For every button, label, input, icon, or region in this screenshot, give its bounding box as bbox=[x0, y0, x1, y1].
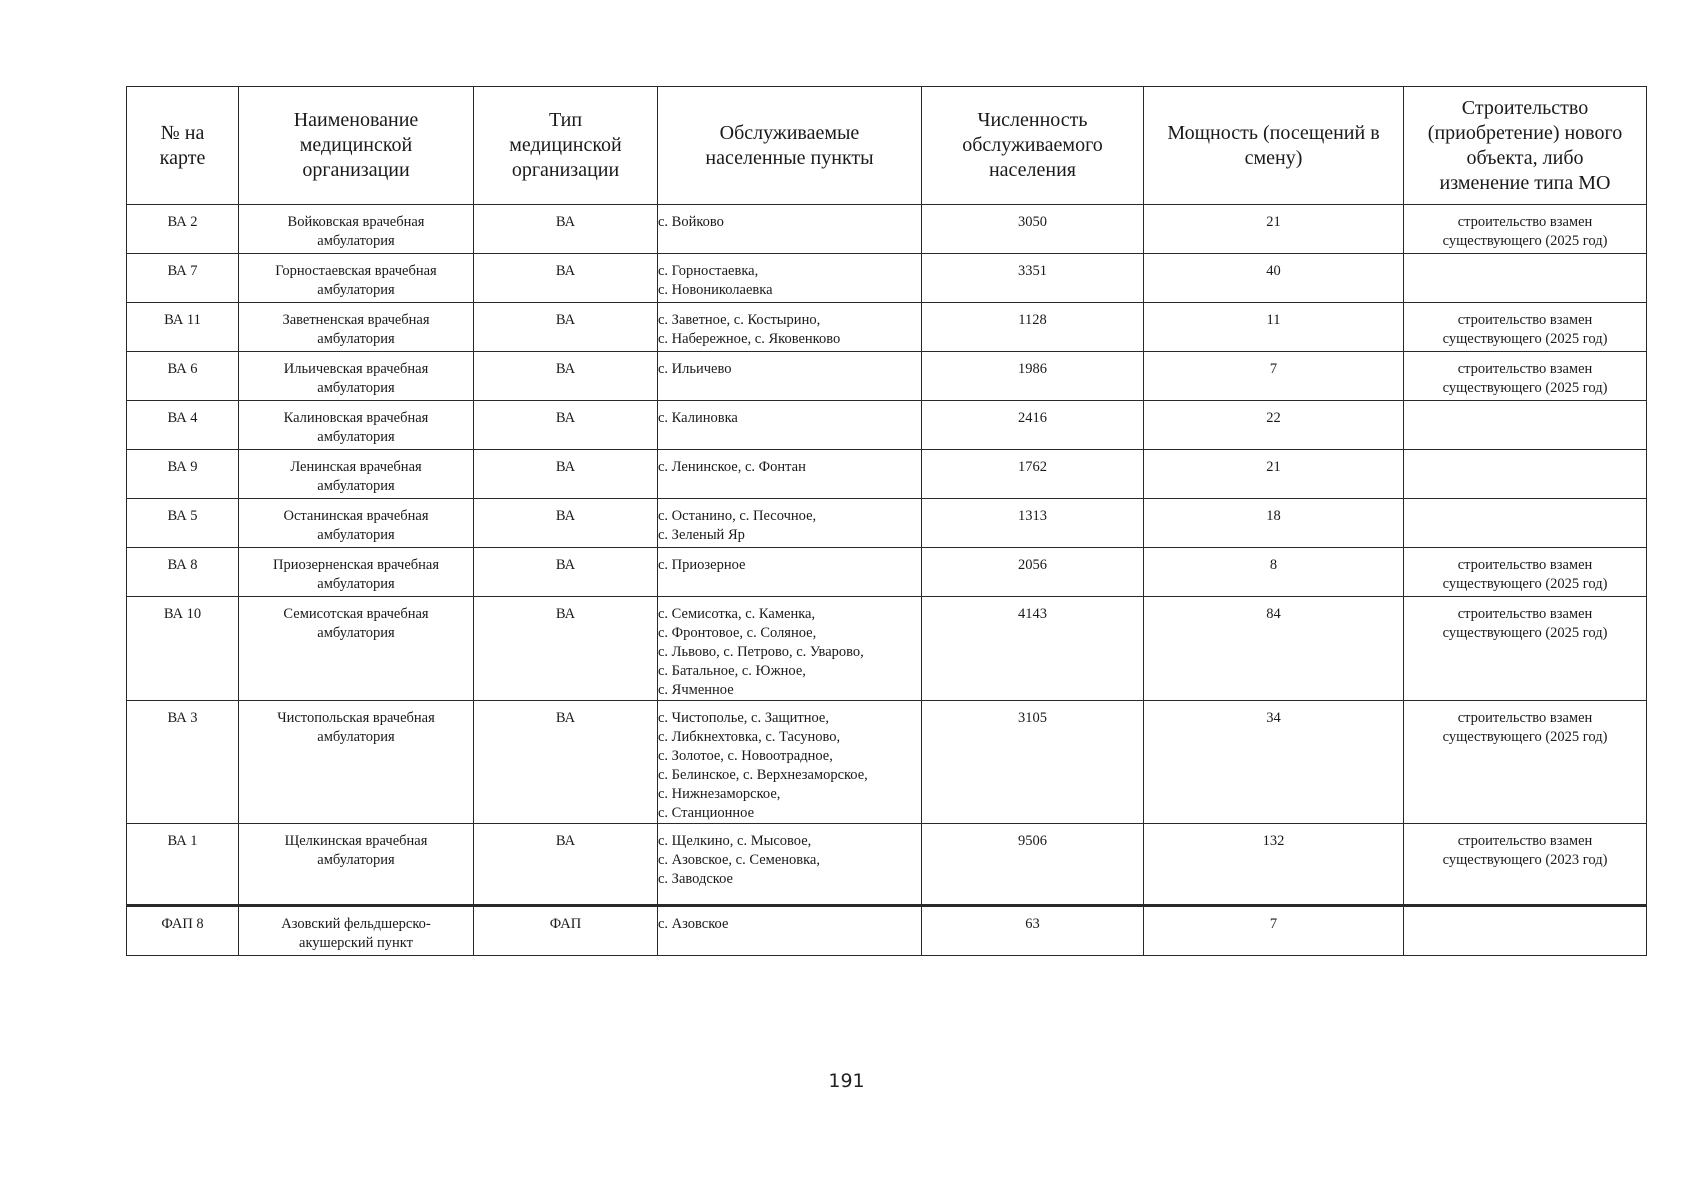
capacity-cell: 34 bbox=[1144, 701, 1404, 824]
organization-name-cell bbox=[239, 548, 474, 597]
map-number-cell: ВА 4 bbox=[127, 401, 239, 450]
cell-text-line: с. Щелкино, с. Мысовое, bbox=[658, 833, 812, 849]
construction-cell bbox=[1404, 401, 1647, 450]
map-number-cell: ВА 7 bbox=[127, 254, 239, 303]
header-text-line: Тип bbox=[548, 109, 583, 131]
table-row bbox=[127, 499, 1647, 548]
table-row bbox=[127, 548, 1647, 597]
organization-type-cell: ФАП bbox=[474, 906, 658, 956]
organization-type-cell: ВА bbox=[474, 205, 658, 254]
served-settlements-cell bbox=[658, 254, 922, 303]
cell-text-line: с. Золотое, с. Новоотрадное, bbox=[658, 748, 833, 764]
cell-text-line: с. Ленинское, с. Фонтан bbox=[658, 459, 806, 475]
cell-text-line: с. Либкнехтовка, с. Тасуново, bbox=[658, 729, 841, 745]
organization-name-cell bbox=[239, 450, 474, 499]
cell-text-line: с. Станционное bbox=[658, 805, 755, 821]
served-settlements-cell bbox=[658, 303, 922, 352]
header-text-line: населения bbox=[988, 159, 1077, 181]
header-text-line: Мощность (посещений в bbox=[1167, 121, 1380, 144]
cell-text-line: с. Ильичево bbox=[658, 361, 732, 377]
capacity-cell: 18 bbox=[1144, 499, 1404, 548]
header-text-line: изменение типа МО bbox=[1439, 171, 1611, 194]
served-settlements-cell bbox=[658, 824, 922, 906]
header-text-line: организации bbox=[302, 159, 410, 181]
organization-type-cell: ВА bbox=[474, 303, 658, 352]
population-cell: 63 bbox=[922, 906, 1144, 956]
cell-text-line: амбулатория bbox=[317, 331, 395, 347]
population-cell: 3105 bbox=[922, 701, 1144, 824]
cell-text-line: амбулатория bbox=[317, 233, 395, 249]
construction-cell bbox=[1404, 548, 1647, 597]
header-served-population bbox=[922, 87, 1144, 205]
map-number-cell: ВА 5 bbox=[127, 499, 239, 548]
organization-name-cell bbox=[239, 701, 474, 824]
map-number-cell: ВА 9 bbox=[127, 450, 239, 499]
organization-type-cell: ВА bbox=[474, 548, 658, 597]
header-text-line: обслуживаемого bbox=[962, 134, 1103, 156]
population-cell: 4143 bbox=[922, 597, 1144, 701]
header-served-settlements bbox=[658, 87, 922, 205]
population-cell: 2416 bbox=[922, 401, 1144, 450]
cell-text-line: Горностаевская врачебная bbox=[275, 263, 437, 279]
cell-text-line: Приозерненская врачебная bbox=[272, 557, 439, 573]
organization-name-cell bbox=[239, 254, 474, 303]
capacity-cell: 7 bbox=[1144, 352, 1404, 401]
cell-text-line: амбулатория bbox=[317, 625, 395, 641]
table-header-row bbox=[127, 87, 1647, 205]
cell-text-line: с. Батальное, с. Южное, bbox=[658, 663, 806, 679]
cell-text-line: с. Набережное, с. Яковенково bbox=[658, 331, 841, 347]
table-row bbox=[127, 303, 1647, 352]
map-number-cell: ВА 10 bbox=[127, 597, 239, 701]
served-settlements-cell bbox=[658, 499, 922, 548]
cell-text-line: с. Горностаевка, bbox=[658, 263, 759, 279]
cell-text-line: амбулатория bbox=[317, 478, 395, 494]
organization-name-cell bbox=[239, 597, 474, 701]
population-cell: 3050 bbox=[922, 205, 1144, 254]
cell-text-line: Войковская врачебная bbox=[287, 214, 425, 230]
capacity-cell: 7 bbox=[1144, 906, 1404, 956]
table-row bbox=[127, 352, 1647, 401]
cell-text-line: амбулатория bbox=[317, 527, 395, 543]
cell-text-line: с. Заводское bbox=[658, 871, 733, 887]
header-text-line: Обслуживаемые bbox=[719, 121, 860, 144]
header-text-line: медицинской bbox=[509, 134, 622, 156]
cell-text-line: существующего (2025 год) bbox=[1442, 331, 1608, 347]
cell-text-line: Щелкинская врачебная bbox=[284, 833, 428, 849]
map-number-cell: ВА 1 bbox=[127, 824, 239, 906]
header-organization-name bbox=[239, 87, 474, 205]
header-map-number bbox=[127, 87, 239, 205]
header-text-line: населенные пункты bbox=[705, 146, 874, 169]
header-text-line: смену) bbox=[1244, 146, 1303, 169]
cell-text-line: амбулатория bbox=[317, 429, 395, 445]
organization-type-cell: ВА bbox=[474, 701, 658, 824]
table-row bbox=[127, 824, 1647, 906]
organization-name-cell bbox=[239, 352, 474, 401]
capacity-cell: 22 bbox=[1144, 401, 1404, 450]
organization-name-cell bbox=[239, 824, 474, 906]
capacity-cell: 21 bbox=[1144, 205, 1404, 254]
cell-text-line: с. Новониколаевка bbox=[658, 282, 773, 298]
header-construction bbox=[1404, 87, 1647, 205]
cell-text-line: с. Зеленый Яр bbox=[658, 527, 745, 543]
organization-name-cell bbox=[239, 205, 474, 254]
organization-name-cell bbox=[239, 303, 474, 352]
header-capacity bbox=[1144, 87, 1404, 205]
cell-text-line: с. Семисотка, с. Каменка, bbox=[658, 606, 816, 622]
construction-cell bbox=[1404, 701, 1647, 824]
table-body bbox=[127, 205, 1647, 956]
cell-text-line: существующего (2025 год) bbox=[1442, 380, 1608, 396]
cell-text-line: строительство взамен bbox=[1457, 312, 1593, 328]
served-settlements-cell bbox=[658, 906, 922, 956]
population-cell: 2056 bbox=[922, 548, 1144, 597]
construction-cell bbox=[1404, 303, 1647, 352]
cell-text-line: строительство взамен bbox=[1457, 557, 1593, 573]
population-cell: 3351 bbox=[922, 254, 1144, 303]
organization-type-cell: ВА bbox=[474, 597, 658, 701]
cell-text-line: амбулатория bbox=[317, 282, 395, 298]
served-settlements-cell bbox=[658, 597, 922, 701]
cell-text-line: с. Войково bbox=[658, 214, 724, 230]
organization-name-cell bbox=[239, 401, 474, 450]
served-settlements-cell bbox=[658, 548, 922, 597]
cell-text-line: с. Калиновка bbox=[658, 410, 738, 426]
table-row bbox=[127, 906, 1647, 956]
capacity-cell: 21 bbox=[1144, 450, 1404, 499]
header-text-line: Численность bbox=[977, 109, 1088, 131]
table-row bbox=[127, 254, 1647, 303]
cell-text-line: с. Азовское bbox=[658, 916, 729, 932]
organization-type-cell: ВА bbox=[474, 352, 658, 401]
cell-text-line: с. Чистополье, с. Защитное, bbox=[658, 710, 829, 726]
map-number-cell: ФАП 8 bbox=[127, 906, 239, 956]
cell-text-line: строительство взамен bbox=[1457, 214, 1593, 230]
header-text-line: (приобретение) нового bbox=[1427, 121, 1623, 144]
header-text-line: объекта, либо bbox=[1466, 146, 1584, 169]
organization-name-cell bbox=[239, 906, 474, 956]
served-settlements-cell bbox=[658, 701, 922, 824]
served-settlements-cell bbox=[658, 401, 922, 450]
medical-organizations-table bbox=[126, 86, 1647, 956]
map-number-cell: ВА 11 bbox=[127, 303, 239, 352]
construction-cell bbox=[1404, 499, 1647, 548]
construction-cell bbox=[1404, 906, 1647, 956]
header-text-line: медицинской bbox=[299, 134, 413, 156]
header-text-line: карте bbox=[159, 146, 206, 169]
construction-cell bbox=[1404, 352, 1647, 401]
cell-text-line: Ленинская врачебная bbox=[290, 459, 422, 475]
cell-text-line: акушерский пункт bbox=[299, 935, 413, 951]
population-cell: 1986 bbox=[922, 352, 1144, 401]
header-text-line: организации bbox=[511, 159, 620, 181]
population-cell: 1128 bbox=[922, 303, 1144, 352]
cell-text-line: Ильичевская врачебная bbox=[283, 361, 429, 377]
cell-text-line: с. Нижнезаморское, bbox=[658, 786, 781, 802]
cell-text-line: с. Приозерное bbox=[658, 557, 746, 573]
population-cell: 1313 bbox=[922, 499, 1144, 548]
map-number-cell: ВА 8 bbox=[127, 548, 239, 597]
header-organization-type bbox=[474, 87, 658, 205]
cell-text-line: Останинская врачебная bbox=[283, 508, 429, 524]
capacity-cell: 11 bbox=[1144, 303, 1404, 352]
cell-text-line: существующего (2025 год) bbox=[1442, 625, 1608, 641]
cell-text-line: Чистопольская врачебная bbox=[277, 710, 435, 726]
table-row bbox=[127, 450, 1647, 499]
capacity-cell: 40 bbox=[1144, 254, 1404, 303]
cell-text-line: амбулатория bbox=[317, 852, 395, 868]
header-text-line: Наименование bbox=[293, 109, 419, 131]
construction-cell bbox=[1404, 254, 1647, 303]
organization-type-cell: ВА bbox=[474, 401, 658, 450]
population-cell: 1762 bbox=[922, 450, 1144, 499]
cell-text-line: с. Фронтовое, с. Соляное, bbox=[658, 625, 817, 641]
served-settlements-cell bbox=[658, 205, 922, 254]
table-row bbox=[127, 701, 1647, 824]
cell-text-line: с. Ячменное bbox=[658, 682, 734, 698]
capacity-cell: 132 bbox=[1144, 824, 1404, 906]
cell-text-line: строительство взамен bbox=[1457, 833, 1593, 849]
cell-text-line: существующего (2025 год) bbox=[1442, 729, 1608, 745]
cell-text-line: строительство взамен bbox=[1457, 710, 1593, 726]
cell-text-line: строительство взамен bbox=[1457, 361, 1593, 377]
table-row bbox=[127, 401, 1647, 450]
capacity-cell: 8 bbox=[1144, 548, 1404, 597]
cell-text-line: с. Заветное, с. Костырино, bbox=[658, 312, 821, 328]
cell-text-line: строительство взамен bbox=[1457, 606, 1593, 622]
served-settlements-cell bbox=[658, 352, 922, 401]
table-row bbox=[127, 205, 1647, 254]
header-text-line: Строительство bbox=[1461, 96, 1589, 119]
organization-type-cell: ВА bbox=[474, 450, 658, 499]
construction-cell bbox=[1404, 205, 1647, 254]
page-number: 191 bbox=[828, 1070, 865, 1092]
cell-text-line: Заветненская врачебная bbox=[282, 312, 430, 328]
served-settlements-cell bbox=[658, 450, 922, 499]
cell-text-line: Азовский фельдшерско- bbox=[281, 916, 431, 932]
cell-text-line: амбулатория bbox=[317, 729, 395, 745]
cell-text-line: существующего (2025 год) bbox=[1442, 576, 1608, 592]
organization-type-cell: ВА bbox=[474, 824, 658, 906]
map-number-cell: ВА 3 bbox=[127, 701, 239, 824]
population-cell: 9506 bbox=[922, 824, 1144, 906]
organization-name-cell bbox=[239, 499, 474, 548]
construction-cell bbox=[1404, 597, 1647, 701]
cell-text-line: с. Львово, с. Петрово, с. Уварово, bbox=[658, 644, 864, 660]
cell-text-line: амбулатория bbox=[317, 380, 395, 396]
map-number-cell: ВА 2 bbox=[127, 205, 239, 254]
cell-text-line: с. Азовское, с. Семеновка, bbox=[658, 852, 820, 868]
organization-type-cell: ВА bbox=[474, 254, 658, 303]
cell-text-line: существующего (2023 год) bbox=[1442, 852, 1608, 868]
cell-text-line: существующего (2025 год) bbox=[1442, 233, 1608, 249]
cell-text-line: с. Останино, с. Песочное, bbox=[658, 508, 817, 524]
cell-text-line: Семисотская врачебная bbox=[283, 606, 429, 622]
construction-cell bbox=[1404, 450, 1647, 499]
capacity-cell: 84 bbox=[1144, 597, 1404, 701]
construction-cell bbox=[1404, 824, 1647, 906]
map-number-cell: ВА 6 bbox=[127, 352, 239, 401]
table-row bbox=[127, 597, 1647, 701]
cell-text-line: Калиновская врачебная bbox=[283, 410, 429, 426]
cell-text-line: амбулатория bbox=[317, 576, 395, 592]
header-text-line: № на bbox=[160, 121, 205, 144]
organization-type-cell: ВА bbox=[474, 499, 658, 548]
cell-text-line: с. Белинское, с. Верхнезаморское, bbox=[658, 767, 868, 783]
